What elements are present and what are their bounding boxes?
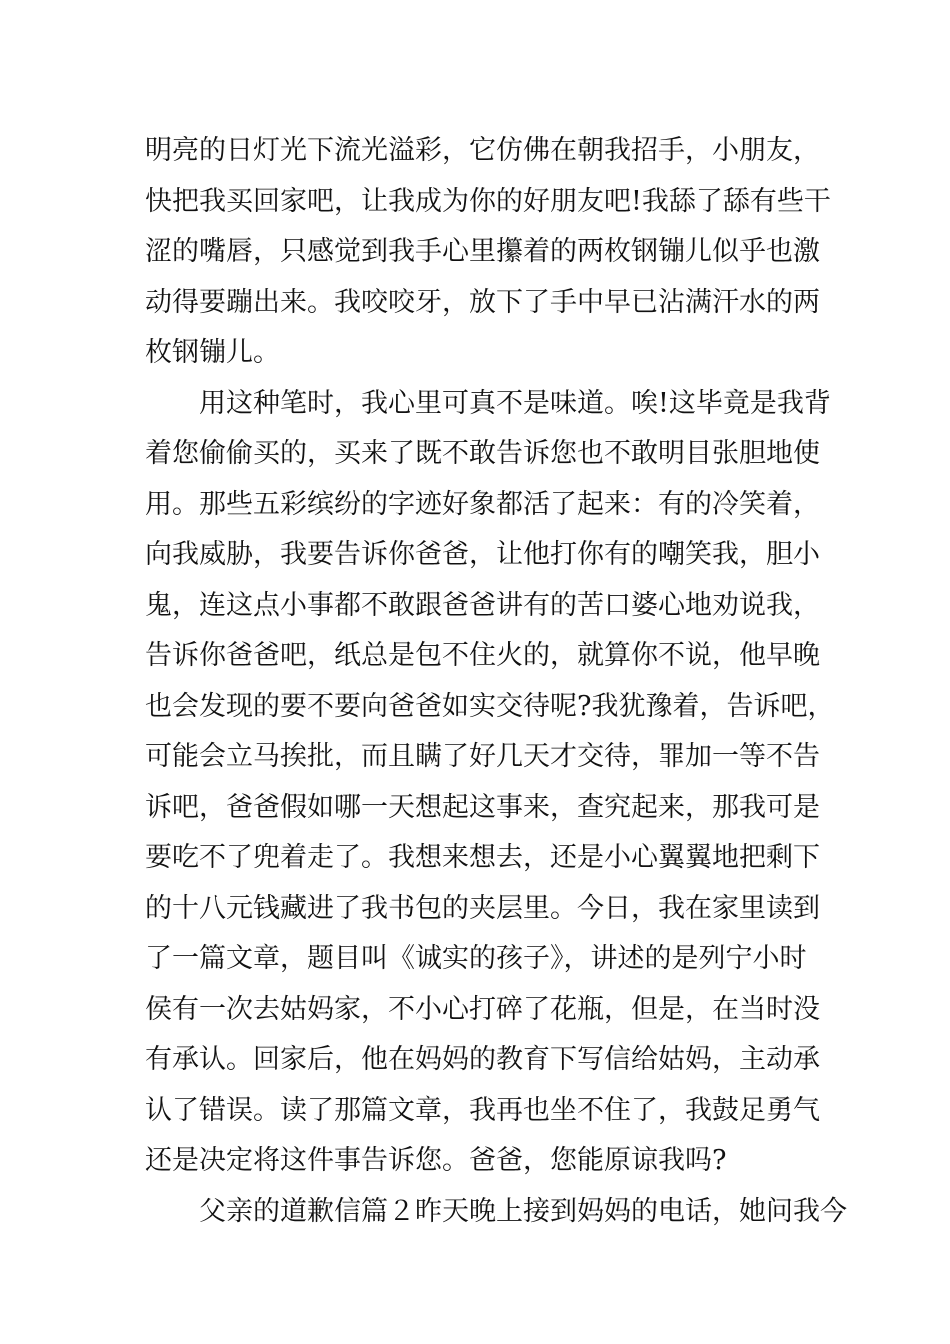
text-line: 明亮的日灯光下流光溢彩，它仿佛在朝我招手，小朋友， [145, 135, 820, 166]
text-line: 也会发现的要不要向爸爸如实交待呢?我犹豫着，告诉吧， [145, 690, 835, 722]
body-text [145, 126, 847, 1237]
text-line: 告诉你爸爸吧，纸总是包不住火的，就算你不说，他早晚 [145, 640, 820, 671]
paragraph-first-line: 用这种笔时，我心里可真不是味道。唉!这毕竟是我背 [199, 387, 831, 419]
text-line: 用。那些五彩缤纷的字迹好象都活了起来：有的冷笑着， [145, 488, 820, 520]
text-line: 诉吧，爸爸假如哪一天想起这事来，查究起来，那我可是 [145, 791, 820, 823]
text-line: 鬼，连这点小事都不敢跟爸爸讲有的苦口婆心地劝说我， [145, 589, 820, 621]
text-line: 要吃不了兜着走了。我想来想去，还是小心翼翼地把剩下 [145, 842, 820, 873]
text-line: 枚钢镚儿。 [145, 337, 280, 368]
text-line: 认了错误。读了那篇文章，我再也坐不住了，我鼓足勇气 [145, 1094, 820, 1126]
text-line: 涩的嘴唇，只感觉到我手心里攥着的两枚钢镚儿似乎也激 [145, 236, 820, 267]
text-line: 的十八元钱藏进了我书包的夹层里。今日，我在家里读到 [145, 892, 820, 924]
text-line: 着您偷偷买的，买来了既不敢告诉您也不敢明目张胆地使 [145, 438, 820, 469]
text-line: 动得要蹦出来。我咬咬牙，放下了手中早已沾满汗水的两 [145, 286, 820, 318]
text-line: 向我威胁，我要告诉你爸爸，让他打你有的嘲笑我，胆小 [145, 539, 820, 570]
text-line: 快把我买回家吧，让我成为你的好朋友吧!我舔了舔有些干 [145, 185, 831, 217]
text-line: 了一篇文章，题目叫《诚实的孩子》，讲述的是列宁小时 [145, 943, 807, 974]
text-line: 还是决定将这件事告诉您。爸爸，您能原谅我吗? [145, 1145, 727, 1176]
text-line: 侯有一次去姑妈家，不小心打碎了花瓶，但是，在当时没 [145, 993, 820, 1025]
text-line: 有承认。回家后，他在妈妈的教育下写信给姑妈，主动承 [145, 1044, 820, 1075]
text-line: 可能会立马挨批，而且瞒了好几天才交待，罪加一等不告 [145, 741, 820, 772]
paragraph-first-line: 父亲的道歉信篇２昨天晚上接到妈妈的电话，她问我今 [199, 1195, 847, 1227]
